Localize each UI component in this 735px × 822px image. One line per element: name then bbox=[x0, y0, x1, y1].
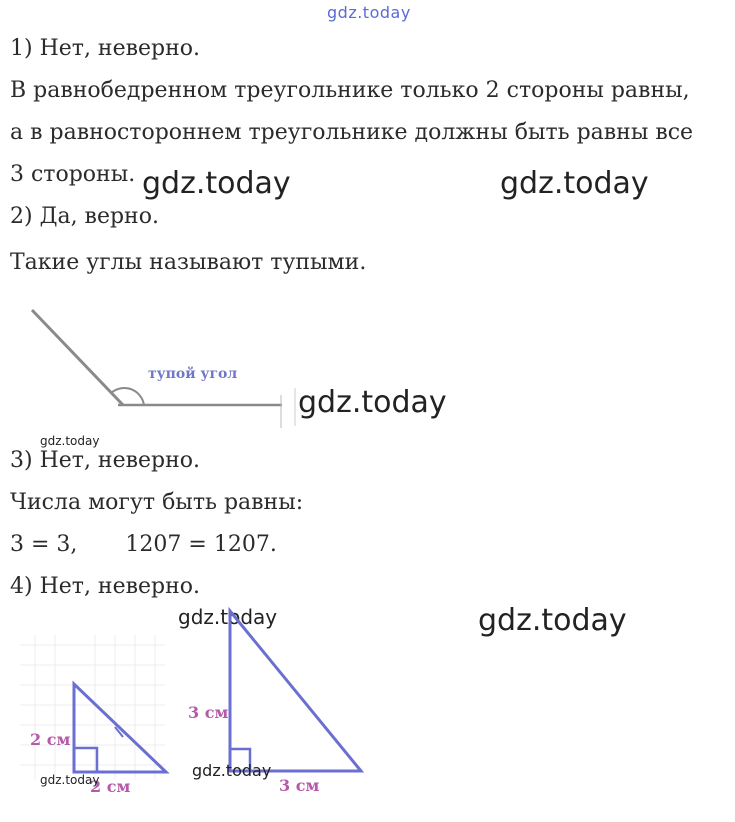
watermark-3: gdz.today bbox=[298, 385, 447, 420]
item-4-heading: 4) Нет, неверно. bbox=[10, 574, 201, 599]
item-1-heading: 1) Нет, неверно. bbox=[10, 36, 201, 61]
item-2-heading: 2) Да, верно. bbox=[10, 204, 159, 229]
small-triangle bbox=[74, 684, 166, 772]
large-triangle bbox=[230, 611, 361, 771]
small-triangle-horizontal-label: 2 см bbox=[90, 777, 131, 796]
small-right-angle-mark bbox=[74, 748, 97, 772]
item-3-heading: 3) Нет, неверно. bbox=[10, 448, 201, 473]
watermark-6: gdz.today bbox=[192, 761, 272, 780]
watermark-small-1: gdz.today bbox=[40, 434, 100, 448]
item-2-line-1: Такие углы называют тупыми. bbox=[10, 250, 367, 275]
large-triangle-horizontal-label: 3 см bbox=[279, 776, 320, 795]
watermark-4: gdz.today bbox=[178, 605, 278, 629]
small-triangle-vertical-label: 2 см bbox=[30, 730, 71, 749]
item-1-line-2: а в равностороннем треугольнике должны быть равны все bbox=[10, 120, 694, 145]
equation-2: 1207 = 1207. bbox=[125, 532, 277, 557]
watermark-1: gdz.today bbox=[142, 166, 291, 201]
watermark-small-2: gdz.today bbox=[40, 773, 100, 787]
obtuse-angle-label: тупой угол bbox=[148, 366, 238, 382]
watermark-5: gdz.today bbox=[478, 603, 627, 638]
grid-background bbox=[20, 635, 165, 780]
large-triangle-vertical-label: 3 см bbox=[188, 703, 229, 722]
equation-1: 3 = 3, bbox=[10, 532, 78, 557]
watermark-top: gdz.today bbox=[327, 3, 411, 22]
item-1-line-1: В равнобедренном треугольнике только 2 стороны равны, bbox=[10, 78, 690, 103]
item-3-line-1: Числа могут быть равны: bbox=[10, 490, 304, 515]
item-1-line-3: 3 стороны. bbox=[10, 162, 136, 187]
watermark-2: gdz.today bbox=[500, 166, 649, 201]
